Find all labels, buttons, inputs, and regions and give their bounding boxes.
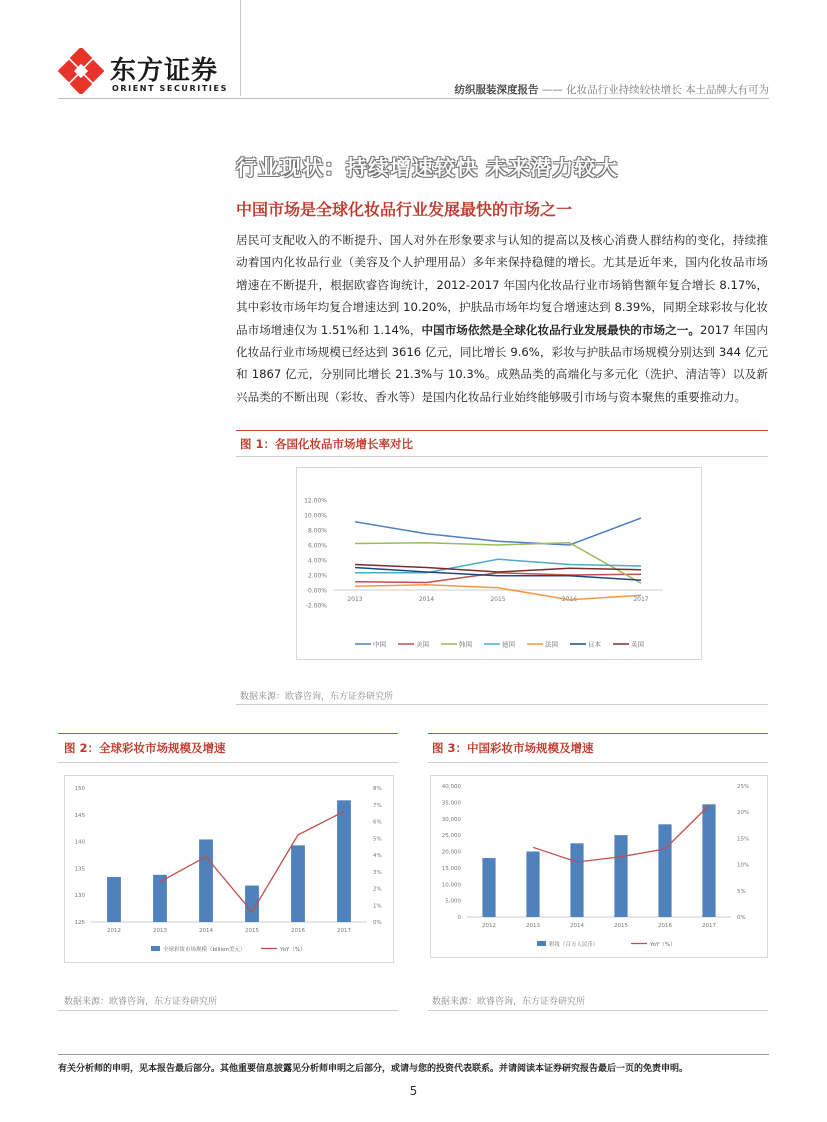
fig3-source: 数据来源：欧睿咨询，东方证券研究所 (432, 997, 586, 1007)
fig1-title: 图 1：各国化妆品市场增长率对比 (240, 437, 414, 451)
fig3-bar-2014 (570, 843, 583, 917)
fig3-y-tick-label: 30,000 (441, 816, 461, 823)
fig3-y2-tick-label: 20% (737, 810, 750, 817)
fig1-legend-label: 法国 (545, 640, 558, 649)
fig2-y2-tick-label: 2% (373, 886, 382, 893)
fig3-y-tick-label: 20,000 (441, 849, 461, 856)
body-text-after: 2017 年国内化妆品行业市场规模已经达到 3616 亿元，同比增长 9.6%，彩妆与护肤品市场规模分别达到 344 亿元和 1867 亿元，分别同比增长 21.3%与 10.3%。成熟品类的高端化与多元化（洗护、清洁等）以及新兴品类的不断出现（彩妆、香水等）是国内化妆品行业始终能够吸引市场与资本聚焦的重要推动力。 (236, 322, 768, 404)
fig1-chart-frame (296, 467, 702, 660)
fig1-legend-label: 英国 (631, 640, 644, 649)
fig2-bar-2016 (291, 845, 305, 922)
fig2-y2-tick-label: 0% (373, 920, 382, 926)
fig1-y-tick-label: 12.00% (304, 497, 327, 505)
fig3-bottom-rule (428, 1010, 768, 1011)
fig3-y-tick-label: 15,000 (441, 865, 461, 872)
report-title: 化妆品行业持续较快增长 本土品牌大有可为 (566, 84, 769, 96)
brand-name-cn: 东方证券 (110, 56, 219, 86)
fig1-legend-label: 德国 (502, 640, 515, 649)
fig2-title-rule (58, 762, 398, 763)
fig2-x-tick-label: 2014 (199, 928, 213, 934)
fig2-bar-2017 (337, 800, 351, 922)
fig1-y-tick-label: -2.00% (305, 602, 327, 610)
fig3-y-tick-label: 5,000 (445, 898, 461, 905)
fig3-y-tick-label: 0 (457, 915, 461, 921)
fig2-x-tick-label: 2013 (153, 928, 167, 934)
fig3-bar-2016 (658, 824, 671, 917)
fig3-y-tick-label: 10,000 (441, 882, 461, 889)
fig2-y2-tick-label: 8% (373, 786, 382, 792)
footer-disclaimer: 有关分析师的申明，见本报告最后部分。其他重要信息披露见分析师申明之后部分，或请与您的投资代表联系。并请阅读本证券研究报告最后一页的免责申明。 (58, 1064, 689, 1074)
fig2-y-tick-label: 145 (74, 812, 85, 819)
fig3-y-tick-label: 25,000 (441, 833, 461, 840)
fig2-chart-frame (64, 775, 394, 963)
fig3-bar-2015 (614, 835, 627, 917)
subsection-title: 中国市场是全球化妆品行业发展最快的市场之一 (236, 200, 573, 219)
fig2-y-tick-label: 135 (74, 866, 85, 873)
fig2-x-tick-label: 2012 (107, 928, 121, 934)
fig3-y-tick-label: 40,000 (441, 784, 461, 790)
fig1-x-tick-label: 2013 (347, 596, 363, 603)
fig3-y2-tick-label: 10% (737, 862, 750, 869)
fig3-x-tick-label: 2014 (570, 923, 584, 929)
fig2-source: 数据来源：欧睿咨询，东方证券研究所 (64, 997, 218, 1007)
fig3-chart-frame (430, 775, 768, 958)
fig2-y-tick-label: 150 (74, 786, 85, 792)
fig2-bottom-rule (58, 1010, 398, 1011)
body-paragraph (236, 229, 768, 408)
body-text-highlight: 中国市场依然是全球化妆品行业发展最快的市场之一。 (421, 322, 700, 337)
fig1-source: 数据来源：欧睿咨询，东方证券研究所 (240, 692, 394, 702)
fig2-title: 图 2：全球彩妆市场规模及增速 (64, 741, 226, 755)
fig3-top-rule (428, 733, 768, 734)
brand-logo-icon (58, 48, 104, 94)
fig2-x-tick-label: 2016 (291, 928, 305, 934)
fig3-bar-2013 (526, 852, 539, 918)
fig2-y-tick-label: 125 (74, 920, 85, 926)
fig2-bar-2012 (107, 877, 121, 922)
fig3-legend-bar-swatch (537, 941, 546, 946)
fig2-y2-tick-label: 7% (373, 802, 382, 809)
fig2-y-tick-label: 130 (74, 893, 85, 900)
fig3-bar-2017 (702, 804, 715, 917)
fig3-x-tick-label: 2015 (614, 923, 628, 929)
fig3-y-tick-label: 35,000 (441, 800, 461, 807)
fig2-legend-line-label: YoY（%） (280, 947, 306, 953)
fig1-y-tick-label: 4.00% (307, 557, 327, 565)
fig2-bar-2014 (199, 839, 213, 922)
fig3-y2-tick-label: 5% (737, 888, 746, 895)
fig3-x-tick-label: 2013 (526, 923, 540, 929)
fig3-combo-chart (431, 776, 767, 957)
fig1-y-tick-label: 10.00% (304, 512, 327, 520)
brand-name-en: ORIENT SECURITIES (112, 84, 228, 93)
fig1-line-chart (297, 468, 701, 659)
report-header (454, 82, 769, 97)
fig3-y2-tick-label: 15% (737, 836, 750, 843)
fig1-y-tick-label: 2.00% (307, 572, 327, 580)
fig3-x-tick-label: 2017 (702, 923, 716, 929)
header-rule (58, 98, 769, 99)
fig2-x-tick-label: 2015 (245, 928, 259, 934)
fig2-legend-bar-swatch (151, 946, 160, 951)
fig1-x-tick-label: 2017 (633, 596, 649, 603)
fig1-series-line-0 (355, 518, 641, 545)
body-text-before: 居民可支配收入的不断提升、国人对外在形象要求与认知的提高以及核心消费人群结构的变化，持续推动着国内化妆品行业（美容及个人护理用品）多年来保持稳健的增长。尤其是近年来，国内化妆品市场增速在不断提升，根据欧睿咨询统计，2012-2017 年国内化妆品行业市场销售额年复合增长 8.17%，其中彩妆市场年均复合增速达到 10.20%，护肤品市场年均复合增速达到 8.39%，同期全球彩妆与化妆品市场增速仅为 1.51%和 1.14%， (236, 233, 768, 337)
section-title: 行业现状：持续增速较快 未来潜力较大 (236, 156, 619, 180)
fig1-x-tick-label: 2014 (418, 596, 435, 603)
fig2-y2-tick-label: 5% (373, 836, 382, 843)
page-number: 5 (409, 1084, 418, 1098)
fig1-x-tick-label: 2015 (490, 596, 506, 603)
fig1-x-tick-label: 2016 (561, 596, 578, 603)
fig1-legend-label: 美国 (416, 640, 429, 649)
fig1-legend-label: 中国 (373, 640, 386, 649)
report-type: 纺织服装深度报告 (454, 84, 539, 96)
footer-rule (58, 1054, 769, 1055)
fig3-title-rule (428, 762, 768, 763)
fig1-title-rule (236, 456, 768, 457)
fig2-y-tick-label: 140 (74, 839, 85, 846)
header-separator: —— (538, 84, 567, 96)
fig1-y-tick-label: 8.00% (307, 527, 327, 535)
fig3-legend-bar-label: 彩妆（百万人民币） (549, 942, 599, 948)
fig2-bar-2013 (153, 875, 167, 922)
fig2-x-tick-label: 2017 (337, 928, 351, 934)
fig3-x-tick-label: 2016 (658, 923, 672, 929)
fig3-y2-tick-label: 25% (737, 784, 750, 790)
fig1-y-tick-label: 0.00% (307, 587, 327, 595)
fig2-top-rule (58, 733, 398, 734)
header-divider (240, 0, 241, 96)
fig2-y2-tick-label: 3% (373, 869, 382, 876)
fig3-bar-2012 (482, 858, 495, 917)
fig3-x-tick-label: 2012 (482, 923, 496, 929)
fig1-bottom-rule (236, 704, 768, 705)
fig3-title: 图 3：中国彩妆市场规模及增速 (432, 741, 594, 755)
fig3-legend-line-label: YoY（%） (650, 942, 676, 948)
fig1-y-tick-label: 6.00% (307, 542, 327, 550)
fig1-legend-label: 韩国 (459, 640, 472, 649)
fig2-y2-tick-label: 4% (373, 853, 382, 859)
fig1-legend-label: 日本 (588, 640, 601, 649)
fig2-legend-bar-label: 全球彩妆市场规模（billion美元） (163, 947, 246, 953)
fig3-y2-tick-label: 0% (737, 915, 746, 921)
fig2-y2-tick-label: 1% (373, 903, 382, 910)
fig2-y2-tick-label: 6% (373, 819, 382, 826)
fig1-top-rule (236, 430, 768, 431)
fig2-combo-chart (65, 776, 393, 962)
